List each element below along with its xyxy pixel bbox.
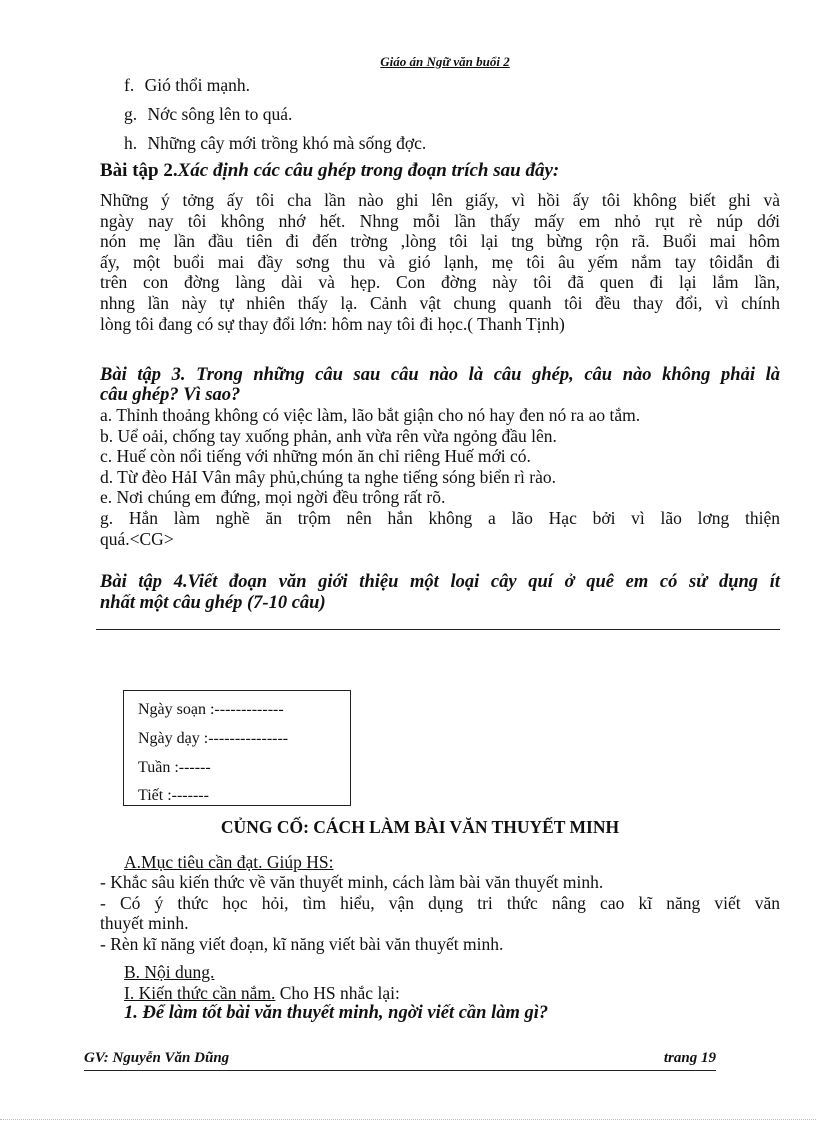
- list-item-text: Nớc sông lên to quá.: [147, 104, 293, 124]
- sentence-item: b. Uể oải, chống tay xuống phản, anh vừa rên vừa ngỏng đầu lên.: [100, 425, 557, 446]
- page-number: trang 19: [663, 1050, 716, 1066]
- teacher-name: GV: Nguyễn Văn Dũng: [84, 1050, 230, 1066]
- knowledge-heading: I. Kiến thức cần nắm.: [124, 983, 276, 1003]
- passage-line: nhng lần này tự nhiên thấy lạ. Cảnh vật chung quanh tôi đều thay đổi, vì chính: [100, 292, 780, 313]
- exercise-3-heading: [100, 366, 780, 405]
- exercise-3-sentences: [100, 405, 780, 549]
- lesson-info-box: [123, 690, 351, 806]
- objective-line: thuyết minh.: [100, 913, 189, 934]
- page-edge: [0, 1119, 816, 1120]
- page-footer: [84, 1048, 716, 1071]
- passage-line: ấy, một buổi mai đầy sơng thu và gió lạnh, mẹ tôi âu yếm nắm tay tôidẫn đi: [100, 251, 780, 272]
- week: Tuần :------: [138, 759, 211, 776]
- objectives-heading: A.Mục tiêu cần đạt. Giúp HS:: [124, 852, 334, 872]
- exercise-3-heading-line: câu ghép? Vì sao?: [100, 384, 241, 405]
- sentence-item: quá.<CG>: [100, 528, 174, 549]
- exercise-4-heading: [100, 572, 780, 614]
- exercise-2-passage: [100, 190, 780, 334]
- answer-line-divider: [96, 629, 780, 630]
- objective-line: - Rèn kĩ năng viết đoạn, kĩ năng viết bài văn thuyết minh.: [100, 933, 504, 954]
- prep-date: Ngày soạn :-------------: [138, 701, 284, 718]
- list-item-g: [124, 104, 292, 125]
- passage-line: lòng tôi đang có sự thay đổi lớn: hôm nay tôi đi học.( Thanh Tịnh): [100, 313, 565, 334]
- exercise-4-heading-line: Bài tập 4.Viết đoạn văn giới thiệu một loại cây quí ở quê em có sử dụng ít: [100, 572, 780, 592]
- list-item-text: Gió thổi mạnh.: [144, 75, 251, 95]
- list-item-label: h.: [124, 133, 138, 153]
- exercise-2-prompt: Xác định các câu ghép trong đoạn trích sau đây:: [177, 160, 560, 181]
- teach-date: Ngày dạy :---------------: [138, 730, 289, 747]
- objectives-list: [100, 872, 780, 954]
- sentence-item: e. Nơi chúng em đứng, mọi ngời đều trông rất rõ.: [100, 487, 446, 508]
- sentence-item: g. Hắn làm nghề ăn trộm nên hắn không a lão Hạc bởi vì lão lơng thiện: [100, 507, 780, 528]
- exercise-2-heading: [100, 160, 559, 182]
- list-item-label: f.: [124, 75, 135, 95]
- sentence-item: c. Huế còn nổi tiếng với những món ăn chỉ riêng Huế mới có.: [100, 446, 531, 467]
- page-header-title: Giáo án Ngữ văn buổi 2: [380, 54, 510, 69]
- list-item-label: g.: [124, 104, 138, 124]
- list-item-f: [124, 75, 250, 96]
- knowledge-line: [124, 983, 400, 1004]
- passage-line: nón mẹ lần đầu tiên đi đến trờng ,lòng tôi lại tng bừng rộn rã. Buổi mai hôm: [100, 231, 780, 252]
- list-item-text: Những cây mới trồng khó mà sống đợc.: [147, 133, 427, 153]
- sentence-item: a. Thỉnh thoảng không có việc làm, lão bắt giận cho nó hay đen nó ra ao tắm.: [100, 405, 641, 425]
- knowledge-note: Cho HS nhắc lại:: [275, 983, 400, 1003]
- objective-line: - Có ý thức học hỏi, tìm hiểu, vận dụng tri thức nâng cao kĩ năng viết văn: [100, 892, 780, 913]
- period: Tiết :-------: [138, 787, 209, 804]
- lesson-title: CỦNG CỐ: CÁCH LÀM BÀI VĂN THUYẾT MINH: [220, 817, 620, 837]
- passage-line: ngày nay tôi không nhớ hết. Nhng mỗi lần thấy mấy em nhỏ rụt rè núp dới: [100, 210, 780, 231]
- question-1: 1. Để làm tốt bài văn thuyết minh, ngời viết cần làm gì?: [124, 1003, 549, 1023]
- passage-line: trên con đờng làng dài và hẹp. Con đờng này tôi đã quen đi lại lắm lần,: [100, 272, 780, 293]
- list-item-h: [124, 133, 426, 154]
- objective-line: - Khắc sâu kiến thức về văn thuyết minh, cách làm bài văn thuyết minh.: [100, 872, 604, 892]
- content-heading: B. Nội dung.: [124, 962, 215, 982]
- exercise-3-heading-line: Bài tập 3. Trong những câu sau câu nào là câu ghép, câu nào không phải là: [100, 365, 780, 385]
- sentence-item: d. Từ đèo HảI Vân mây phủ,chúng ta nghe tiếng sóng biển rì rào.: [100, 466, 556, 487]
- exercise-2-number: Bài tập 2.: [100, 160, 178, 181]
- passage-line: Những ý tởng ấy tôi cha lần nào ghi lên giấy, vì hồi ấy tôi không biết ghi và: [100, 190, 780, 210]
- exercise-4-heading-line: nhất một câu ghép (7-10 câu): [100, 593, 326, 613]
